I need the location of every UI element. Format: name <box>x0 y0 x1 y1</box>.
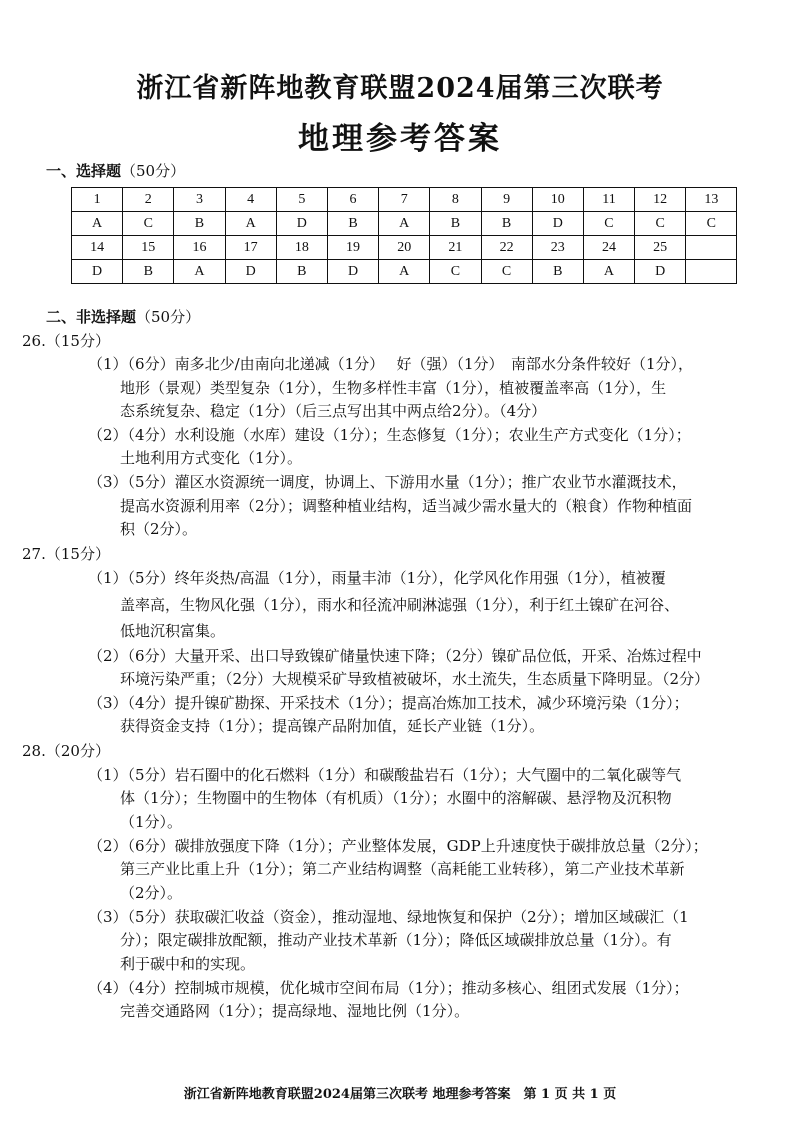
question-number-cell: 16 <box>174 236 225 260</box>
q27-heading: 27.（15分） <box>22 545 110 563</box>
question-number-cell: 22 <box>481 236 532 260</box>
answer-letter-cell: A <box>379 260 430 284</box>
answer-letter-cell: A <box>174 260 225 284</box>
q26-line: （1）（6分）南多北少/由南向北递减（1分） 好（强）（1分） 南部水分条件较好（1分）， <box>88 355 694 373</box>
q28-line: （4）（4分）控制城市规模，优化城市空间布局（1分）；推动多核心、组团式发展（1分）； <box>88 979 689 997</box>
section-choice-heading <box>46 160 185 181</box>
answer-letter-cell: C <box>481 260 532 284</box>
answer-letter-cell: C <box>123 212 174 236</box>
answer-letter-cell: D <box>327 260 378 284</box>
section-nonchoice-points: （50分） <box>136 308 201 326</box>
q26-line: 土地利用方式变化（1分）。 <box>120 449 303 467</box>
q28-line: 体（1分）；生物圈中的生物体（有机质）（1分）；水圈中的溶解碳、悬浮物及沉积物 <box>120 789 672 807</box>
answer-letter-cell <box>686 260 737 284</box>
question-number-cell: 15 <box>123 236 174 260</box>
answer-letter-cell: B <box>174 212 225 236</box>
question-number-cell: 25 <box>635 236 686 260</box>
question-number-cell: 17 <box>225 236 276 260</box>
question-number-cell: 2 <box>123 188 174 212</box>
question-number-cell: 10 <box>532 188 583 212</box>
q28-line: （3）（5分）获取碳汇收益（资金），推动湿地、绿地恢复和保护（2分）；增加区域碳汇（1 <box>88 908 689 926</box>
answer-table-row <box>72 188 737 212</box>
answer-letter-cell: B <box>327 212 378 236</box>
q26-line: （2）（4分）水利设施（水库）建设（1分）；生态修复（1分）；农业生产方式变化（1分）； <box>88 426 691 444</box>
answer-table-row <box>72 212 737 236</box>
answer-letter-cell: A <box>225 212 276 236</box>
q26-line: 地形（景观）类型复杂（1分），生物多样性丰富（1分），植被覆盖率高（1分），生 <box>120 379 667 397</box>
answer-table-row <box>72 236 737 260</box>
question-number-cell: 11 <box>583 188 634 212</box>
exam-title: 浙江省新阵地教育联盟2024届第三次联考 <box>136 73 664 104</box>
question-number-cell: 4 <box>225 188 276 212</box>
section-nonchoice-heading <box>46 306 200 327</box>
answer-letter-cell: D <box>532 212 583 236</box>
q28-line: 分）；限定碳排放配额，推动产业技术革新（1分）；降低区域碳排放总量（1分）。有 <box>120 931 672 949</box>
section-choice-label: 一、选择题 <box>46 162 122 180</box>
answer-table-row <box>72 260 737 284</box>
question-number-cell: 21 <box>430 236 481 260</box>
answer-letter-cell: B <box>532 260 583 284</box>
q27-line: （2）（6分）大量开采、出口导致镍矿储量快速下降；（2分）镍矿品位低，开采、冶炼过程中 <box>88 647 702 665</box>
question-number-cell: 8 <box>430 188 481 212</box>
q27-line: （1）（5分）终年炎热/高温（1分），雨量丰沛（1分），化学风化作用强（1分），植被覆 <box>88 569 666 587</box>
question-number-cell: 20 <box>379 236 430 260</box>
answer-letter-cell: B <box>481 212 532 236</box>
answer-letter-cell: B <box>276 260 327 284</box>
answer-letter-cell: C <box>635 212 686 236</box>
answer-letter-cell: A <box>72 212 123 236</box>
answer-letter-cell: C <box>430 260 481 284</box>
q26-line: 提高水资源利用率（2分）；调整种植业结构，适当减少需水量大的（粮食）作物种植面 <box>120 497 693 515</box>
question-number-cell: 14 <box>72 236 123 260</box>
answer-letter-cell: A <box>379 212 430 236</box>
q26-line: 积（2分）。 <box>120 520 198 538</box>
q26-heading: 26.（15分） <box>22 332 110 350</box>
question-number-cell: 19 <box>327 236 378 260</box>
answer-letter-cell: C <box>686 212 737 236</box>
q27-line: 获得资金支持（1分）；提高镍产品附加值，延长产业链（1分）。 <box>120 717 545 735</box>
question-number-cell <box>686 236 737 260</box>
answer-letter-cell: B <box>123 260 174 284</box>
question-number-cell: 3 <box>174 188 225 212</box>
answer-letter-cell: D <box>276 212 327 236</box>
page-footer: 浙江省新阵地教育联盟2024届第三次联考 地理参考答案 第 1 页 共 1 页 <box>183 1087 617 1102</box>
q27-line: 盖率高，生物风化强（1分），雨水和径流冲刷淋滤强（1分），利于红土镍矿在河谷、 <box>120 596 680 614</box>
answer-letter-cell: A <box>583 260 634 284</box>
question-number-cell: 5 <box>276 188 327 212</box>
q28-line: （2）（6分）碳排放强度下降（1分）；产业整体发展，GDP上升速度快于碳排放总量（2分）； <box>88 837 708 855</box>
question-number-cell: 13 <box>686 188 737 212</box>
answer-subtitle: 地理参考答案 <box>298 121 502 157</box>
question-number-cell: 6 <box>327 188 378 212</box>
q28-line: （1）（5分）岩石圈中的化石燃料（1分）和碳酸盐岩石（1分）；大气圈中的二氧化碳等气 <box>88 766 682 784</box>
question-number-cell: 1 <box>72 188 123 212</box>
q26-line: 态系统复杂、稳定（1分）（后三点写出其中两点给2分）。（4分） <box>120 402 547 420</box>
question-number-cell: 24 <box>583 236 634 260</box>
question-number-cell: 18 <box>276 236 327 260</box>
q27-line: 环境污染严重；（2分）大规模采矿导致植被破坏，水土流失，生态质量下降明显。（2分） <box>120 670 710 688</box>
section-nonchoice-label: 二、非选择题 <box>46 308 137 326</box>
q28-heading: 28.（20分） <box>22 742 110 760</box>
section-choice-points: （50分） <box>121 162 186 180</box>
answer-letter-cell: B <box>430 212 481 236</box>
answer-letter-cell: D <box>225 260 276 284</box>
question-number-cell: 7 <box>379 188 430 212</box>
q28-line: 利于碳中和的实现。 <box>120 955 256 973</box>
q27-line: 低地沉积富集。 <box>120 622 226 640</box>
question-number-cell: 23 <box>532 236 583 260</box>
answer-letter-cell: D <box>72 260 123 284</box>
question-number-cell: 12 <box>635 188 686 212</box>
q28-line: 第三产业比重上升（1分）；第二产业结构调整（高耗能工业转移），第二产业技术革新 <box>120 860 685 878</box>
q26-line: （3）（5分）灌区水资源统一调度，协调上、下游用水量（1分）；推广农业节水灌溉技术， <box>88 473 687 491</box>
question-number-cell: 9 <box>481 188 532 212</box>
q28-line: 完善交通路网（1分）；提高绿地、湿地比例（1分）。 <box>120 1002 470 1020</box>
q28-line: （1分）。 <box>120 813 183 831</box>
answer-table <box>71 187 737 284</box>
answer-letter-cell: C <box>583 212 634 236</box>
answer-letter-cell: D <box>635 260 686 284</box>
q27-line: （3）（4分）提升镍矿勘探、开采技术（1分）；提高冶炼加工技术，减少环境污染（1分）； <box>88 694 689 712</box>
q28-line: （2分）。 <box>120 884 183 902</box>
